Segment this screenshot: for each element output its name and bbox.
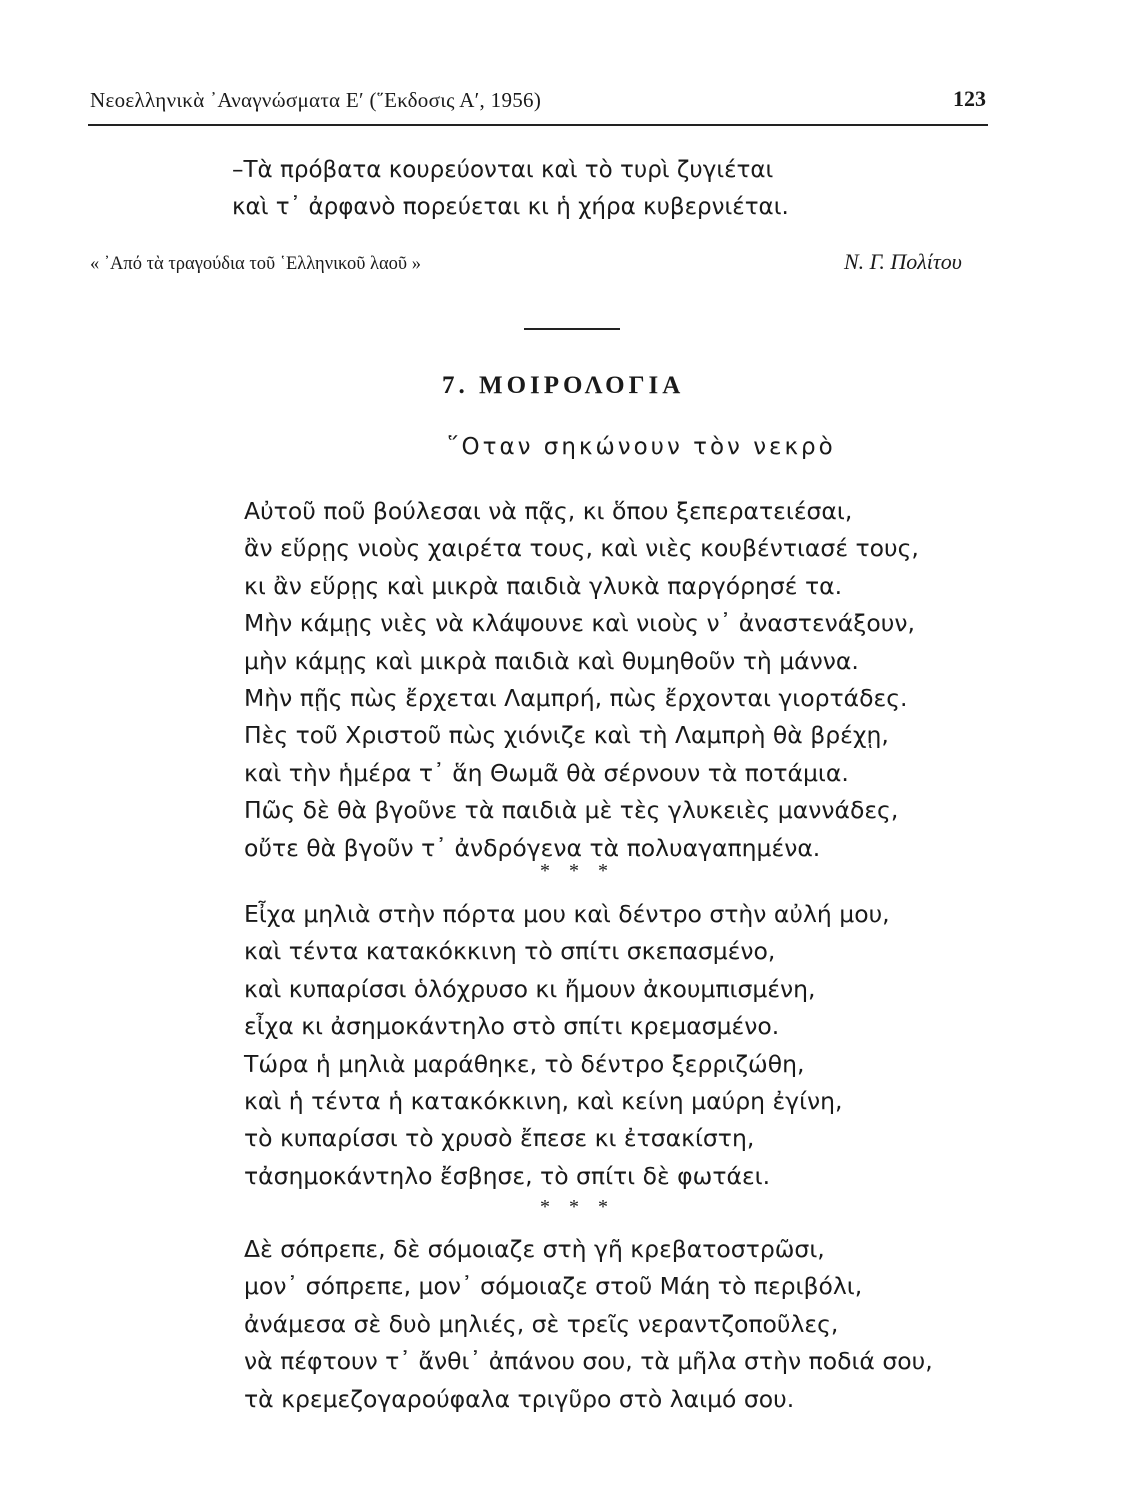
section-separator-rule <box>524 328 620 330</box>
stanza-1 <box>244 493 919 867</box>
verse-line: καὶ ἡ τέντα ἡ κατακόκκινη, καὶ κείνη μαύρη ἐγίνη, <box>244 1087 843 1116</box>
stanza-2 <box>244 896 890 1195</box>
verse-line: τὰ κρεμεζογαρούφαλα τριγῦρο στὸ λαιμό σου. <box>244 1384 795 1413</box>
verse-line: Πὲς τοῦ Χριστοῦ πὼς χιόνιζε καὶ τὴ Λαμπρὴ θὰ βρέχῃ, <box>244 721 889 750</box>
verse-line: καὶ τὴν ἡμέρα τ᾿ ἅη Θωμᾶ θὰ σέρνουν τὰ ποτάμια. <box>244 758 849 787</box>
running-head: Νεοελληνικὰ ᾿Αναγνώσματα Ε′ (῞Εκδοσις Α′, 1956) <box>90 88 542 112</box>
verse-line: Μὴν κάμῃς νιὲς νὰ κλάψουνε καὶ νιοὺς ν᾿ ἀναστενάξουν, <box>244 609 915 638</box>
verse-line: μον᾿ σόπρεπε, μον᾿ σόμοιαζε στοῦ Μάη τὸ περιβόλι, <box>244 1272 863 1301</box>
section-subtitle: ῞Οταν σηκώνουν τὸν νεκρὸ <box>447 434 836 460</box>
verse-line: κι ἂν εὕρῃς καὶ μικρὰ παιδιὰ γλυκὰ παργόρησέ τα. <box>244 571 843 600</box>
verse-line: οὔτε θὰ βγοῦν τ᾿ ἀνδρόγενα τὰ πολυαγαπημένα. <box>244 833 821 862</box>
verse-line: ἀνάμεσα σὲ δυὸ μηλιές, σὲ τρεῖς νεραντζοποῦλες, <box>244 1309 839 1338</box>
author-attribution: Ν. Γ. Πολίτου <box>844 249 962 274</box>
header-rule <box>88 124 988 126</box>
page-number: 123 <box>953 86 986 111</box>
verse-line: Δὲ σόπρεπε, δὲ σόμοιαζε στὴ γῆ κρεβατοστρῶσι, <box>244 1235 825 1263</box>
verse-line: καὶ κυπαρίσσι ὁλόχρυσο κι ἤμουν ἀκουμπισμένη, <box>244 974 816 1003</box>
verse-line: τἀσημοκάντηλο ἔσβησε, τὸ σπίτι δὲ φωτάει. <box>244 1161 771 1190</box>
stanza-separator: * * * <box>540 860 615 882</box>
verse-line: Εἶχα μηλιὰ στὴν πόρτα μου καὶ δέντρο στὴν αὐλή μου, <box>244 900 890 928</box>
verse-line: Τώρα ἡ μηλιὰ μαράθηκε, τὸ δέντρο ξερριζώθη, <box>244 1049 805 1078</box>
stanza-separator: * * * <box>540 1196 615 1218</box>
source-citation: « ᾿Από τὰ τραγούδια τοῦ ῾Ελληνικοῦ λαοῦ » <box>90 254 421 274</box>
verse-line: –Τὰ πρόβατα κουρεύονται καὶ τὸ τυρὶ ζυγιέται <box>232 157 774 183</box>
verse-line: καὶ τ᾿ ἀρφανὸ πορεύεται κι ἡ χήρα κυβερνιέται. <box>232 194 789 220</box>
verse-line: Μὴν πῇς πὼς ἔρχεται Λαμπρή, πὼς ἔρχονται γιορτάδες. <box>244 684 908 713</box>
verse-line: ἂν εὕρῃς νιοὺς χαιρέτα τους, καὶ νιὲς κουβέντιασέ τους, <box>244 534 919 563</box>
verse-line: Αὐτοῦ ποῦ βούλεσαι νὰ πᾷς, κι ὅπου ξεπερατειέσαι, <box>244 497 853 525</box>
verse-line: τὸ κυπαρίσσι τὸ χρυσὸ ἔπεσε κι ἐτσακίστη, <box>244 1124 755 1153</box>
verse-line: Πῶς δὲ θὰ βγοῦνε τὰ παιδιὰ μὲ τὲς γλυκειὲς μαννάδες, <box>244 796 899 825</box>
intro-couplet <box>232 152 789 226</box>
stanza-3 <box>244 1231 933 1418</box>
verse-line: μὴν κάμῃς καὶ μικρὰ παιδιὰ καὶ θυμηθοῦν τὴ μάννα. <box>244 646 859 675</box>
section-title: 7. ΜΟΙΡΟΛΟΓΙΑ <box>442 372 685 399</box>
verse-line: εἶχα κι ἀσημοκάντηλο στὸ σπίτι κρεμασμένο. <box>244 1012 780 1041</box>
verse-line: νὰ πέφτουν τ᾿ ἄνθι᾿ ἀπάνου σου, τὰ μῆλα στὴν ποδιά σου, <box>244 1347 933 1376</box>
verse-line: καὶ τέντα κατακόκκινη τὸ σπίτι σκεπασμένο, <box>244 937 776 966</box>
